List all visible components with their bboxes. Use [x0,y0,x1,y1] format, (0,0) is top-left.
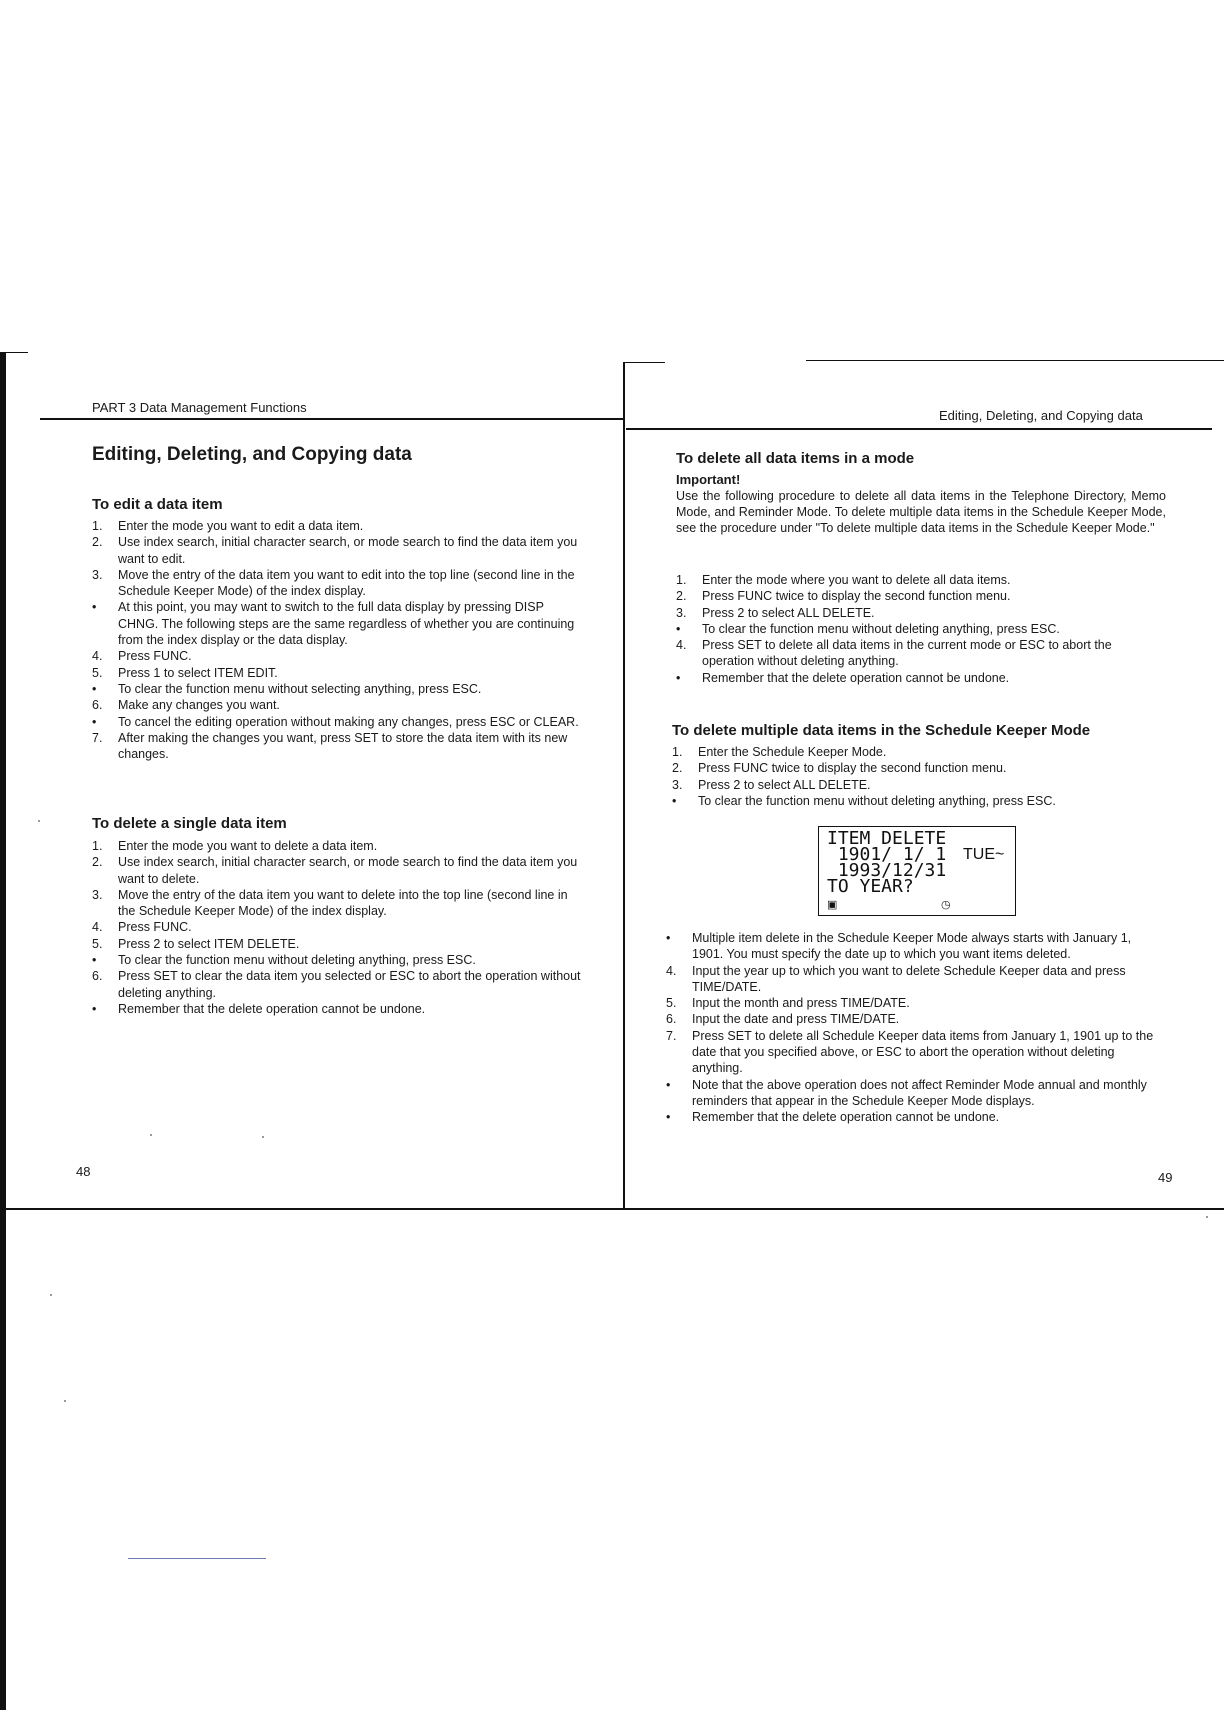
delete-all-steps-list [676,572,1166,686]
list-item: 3. Move the entry of the data item you want to edit into the top line (second line in the Schedule Keeper Mode) of the index display. [92,567,575,599]
delete-multiple-steps-list-b [666,930,1160,1126]
running-header: PART 3 Data Management Functions [92,400,307,415]
list-item: 7. Press SET to delete all Schedule Keeper data items from January 1, 1901 up to the date that you specified above, or ESC to abort the operation without deleting anything. [666,1028,1154,1076]
list-item: • At this point, you may want to switch to the full data display by pressing DISP CHNG. The following steps are the same regardless of whether you are continuing from the index display or the data display. [92,600,575,648]
lcd-line-4: TO YEAR? [827,876,914,897]
list-item: 7. After making the changes you want, press SET to store the data item with its new changes. [92,730,568,762]
list-item: 6. Input the date and press TIME/DATE. [666,1012,900,1027]
lcd-display [818,826,1016,916]
section-heading-delete-multiple: To delete multiple data items in the Schedule Keeper Mode [672,722,1091,739]
lcd-clock-icon: ◷ [941,899,951,911]
list-item: • To clear the function menu without deleting anything, press ESC. [676,621,1060,636]
section-heading-delete-single: To delete a single data item [92,815,287,832]
list-item: • To clear the function menu without deleting anything, press ESC. [92,953,476,968]
list-item: • Note that the above operation does not affect Reminder Mode annual and monthly reminders that appear in the Schedule Keeper Mode displays. [666,1077,1147,1108]
list-item: 3. Press 2 to select ALL DELETE. [676,605,875,620]
page-title: Editing, Deleting, and Copying data [92,444,412,465]
list-item: • Remember that the delete operation cannot be undone. [676,670,1010,685]
list-item: 4. Press SET to delete all data items in the current mode or ESC to abort the operation without deleting anything. [676,638,1112,669]
list-item: 2. Use index search, initial character search, or mode search to find the data item you want to edit. [92,535,578,566]
list-item: 6. Make any changes you want. [92,698,280,713]
list-item: 5. Input the month and press TIME/DATE. [666,996,910,1011]
list-item: 3. Press 2 to select ALL DELETE. [672,777,871,792]
scan-speck [262,1136,264,1138]
list-item: • Remember that the delete operation cannot be undone. [92,1001,426,1016]
scan-speck [50,1294,52,1296]
header-rule [40,418,624,420]
list-item: 5. Press 2 to select ITEM DELETE. [92,936,300,951]
lcd-line-1: ITEM DELETE [827,828,947,849]
page-number: 48 [76,1164,91,1179]
list-item: 1. Enter the mode you want to edit a data item. [92,519,364,533]
list-item: 2. Press FUNC twice to display the second function menu. [676,589,1011,604]
left-page [0,0,620,1210]
list-item: 1. Enter the Schedule Keeper Mode. [672,745,887,759]
list-item: 1. Enter the mode where you want to delete all data items. [676,573,1011,587]
list-item: 5. Press 1 to select ITEM EDIT. [92,665,278,680]
section-heading-edit: To edit a data item [92,496,223,513]
list-item: • To clear the function menu without deleting anything, press ESC. [672,793,1056,808]
important-label: Important! [676,472,741,487]
list-item: 4. Press FUNC. [92,920,192,935]
right-page [626,0,1224,1210]
list-item: • Remember that the delete operation cannot be undone. [666,1110,1000,1125]
scan-speck [38,820,40,822]
section-heading-delete-all: To delete all data items in a mode [676,450,915,467]
list-item: • Multiple item delete in the Schedule Keeper Mode always starts with January 1, 1901. You must specify the date up to which you want items deleted. [666,931,1132,962]
running-header: Editing, Deleting, and Copying data [939,408,1143,423]
scan-speck [150,1134,152,1136]
edit-steps-list [92,518,586,762]
lcd-line-3: 1993/12/31 [827,860,947,881]
list-item: 4. Input the year up to which you want to delete Schedule Keeper data and press TIME/DATE. [666,963,1126,994]
page-number: 49 [1158,1170,1173,1185]
list-item: 3. Move the entry of the data item you want to delete into the top line (second line in the Schedule Keeper Mode) of the index display. [92,887,568,919]
delete-single-steps-list [92,838,586,1017]
lcd-mode-icon: ▣ [827,899,838,911]
list-item: 6. Press SET to clear the data item you selected or ESC to abort the operation without deleting anything. [92,969,581,1000]
list-item: 2. Press FUNC twice to display the second function menu. [672,761,1007,776]
lcd-day: TUE~ [963,846,1005,863]
header-rule [626,428,1212,430]
list-item: 4. Press FUNC. [92,649,192,664]
list-item: • To clear the function menu without selecting anything, press ESC. [92,681,482,696]
scan-speck [1206,1216,1208,1218]
list-item: • To cancel the editing operation without making any changes, press ESC or CLEAR. [92,714,579,729]
scan-speck [64,1400,66,1402]
list-item: 1. Enter the mode you want to delete a data item. [92,839,378,853]
underline-artifact [128,1558,266,1559]
lcd-line-2: 1901/ 1/ 1 [827,844,947,865]
important-text: Use the following procedure to delete all data items in the Telephone Directory, Memo Mode, and Reminder Mode. To delete multiple data items in the Schedule Keeper Mode, see the procedure under "To delete multiple data items in the Schedule Keeper Mode." [676,489,1166,535]
center-fold-line [623,362,625,1210]
delete-multiple-steps-list-a [672,744,1166,809]
list-item: 2. Use index search, initial character search, or mode search to find the data item you want to delete. [92,855,578,886]
